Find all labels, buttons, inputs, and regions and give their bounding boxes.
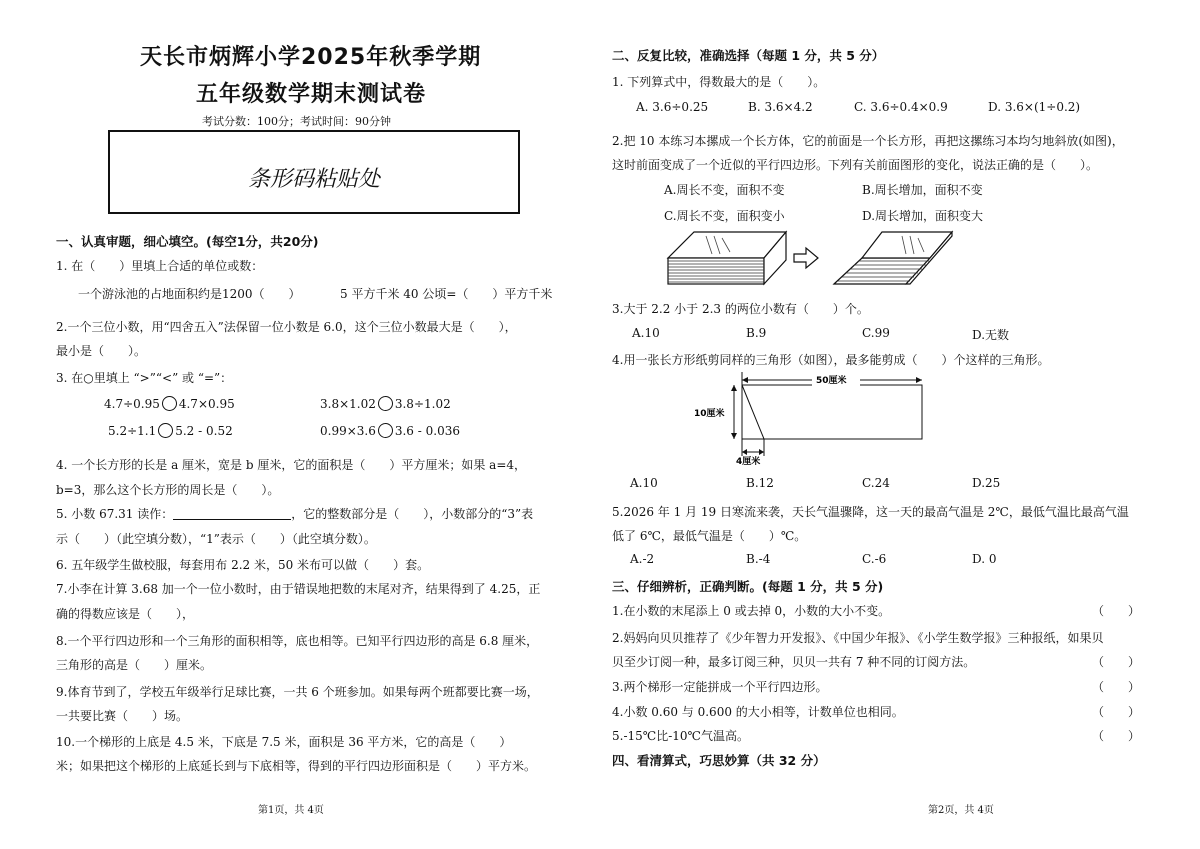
- question-9-line-2: 一共要比赛（ ）场。: [56, 709, 189, 723]
- option-d[interactable]: D. 3.6×(1÷0.2): [988, 100, 1081, 114]
- question-5-line-2: 示（ ）（此空填分数），“1”表示（ ）（此空填分数）。: [56, 532, 376, 546]
- option-a[interactable]: A. 3.6÷0.25: [636, 100, 709, 114]
- question-7-line-2: 确的得数应该是（ ），: [56, 607, 195, 621]
- question-4-line-2: b=3，那么这个长方形的周长是（ ）。: [56, 483, 280, 497]
- question-10-line-1: 10.一个梯形的上底是 4.5 米，下底是 7.5 米，面积是 36 平方米，它的高是（ ）: [56, 735, 512, 749]
- right-arrow-icon: [794, 248, 818, 268]
- option-b[interactable]: B.周长增加，面积不变: [862, 183, 983, 197]
- question-8-line-2: 三角形的高是（ ）厘米。: [56, 658, 213, 672]
- exam-title-subject: 五年级数学期末测试卷: [196, 82, 427, 107]
- choice-question-5-line-1: 5.2026 年 1 月 19 日寒流来袭，天长气温骤降，这一天的最高气温是 2℃，最低气温比最高气温: [612, 505, 1129, 519]
- exam-title-school: 天长市炳辉小学2025年秋季学期: [140, 45, 482, 70]
- exam-info: 考试分数：100分；考试时间：90分钟: [202, 115, 391, 128]
- compare-left-expr: 5.2÷1.1: [108, 424, 157, 438]
- choice-question-4: 4.用一张长方形纸剪同样的三角形（如图），最多能剪成（ ）个这样的三角形。: [612, 353, 1050, 367]
- barcode-label: 条形码粘贴处: [247, 167, 380, 192]
- judge-question-3: 3.两个梯形一定能拼成一个平行四边形。: [612, 680, 828, 694]
- width-label: 10厘米: [694, 409, 725, 419]
- section-1-heading: 一、认真审题，细心填空。(每空1分，共20分): [56, 234, 319, 249]
- judge-question-5: 5.-15℃比-10℃气温高。: [612, 729, 749, 743]
- question-2-line-2: 最小是（ ）。: [56, 344, 147, 358]
- compare-item-1: [104, 396, 235, 411]
- option-d[interactable]: D.25: [972, 476, 1001, 490]
- question-5-suffix: ，它的整数部分是（ ），小数部分的“3”表: [291, 507, 534, 521]
- choice-question-3: 3.大于 2.2 小于 2.3 的两位小数有（ ）个。: [612, 302, 869, 316]
- question-3: 3. 在○里填上 “>”“<” 或 “=”：: [56, 371, 233, 385]
- question-7-line-1: 7.小李在计算 3.68 加一个一位小数时，由于错误地把数的末尾对齐，结果得到了 4.25，正: [56, 582, 541, 596]
- compare-item-3: [108, 423, 233, 438]
- base-label: 4厘米: [736, 457, 761, 466]
- question-9-line-1: 9.体育节到了，学校五年级举行足球比赛，一共 6 个班参加。如果每两个班都要比赛一场，: [56, 685, 539, 699]
- option-b[interactable]: B. 3.6×4.2: [748, 100, 813, 114]
- option-c[interactable]: C.-6: [862, 552, 887, 566]
- compare-left-expr: 0.99×3.6: [320, 424, 376, 438]
- question-5-prefix: 5. 小数 67.31 读作：: [56, 507, 174, 521]
- question-1-part-a: 一个游泳池的占地面积约是1200（ ）: [78, 287, 301, 301]
- question-4-line-1: 4. 一个长方形的长是 a 厘米，宽是 b 厘米，它的面积是（ ）平方厘米；如果 a=4，: [56, 458, 527, 472]
- compare-left-expr: 4.7÷0.95: [104, 397, 160, 411]
- option-d[interactable]: D. 0: [972, 552, 997, 566]
- option-a[interactable]: A.10: [632, 326, 660, 340]
- compare-right-expr: 4.7×0.95: [178, 397, 235, 411]
- compare-circle[interactable]: [158, 423, 173, 438]
- option-d[interactable]: D.周长增加，面积变大: [862, 209, 984, 223]
- question-6: 6. 五年级学生做校服，每套用布 2.2 米，50 米布可以做（ ）套。: [56, 558, 430, 572]
- option-a[interactable]: A.周长不变，面积不变: [664, 183, 785, 197]
- length-label: 50厘米: [816, 376, 847, 386]
- option-b[interactable]: B.-4: [746, 552, 771, 566]
- option-b[interactable]: B.9: [746, 326, 767, 340]
- compare-circle[interactable]: [378, 396, 393, 411]
- judge-question-2-line-1: 2.妈妈向贝贝推荐了《少年智力开发报》、《中国少年报》、《小学生数学报》三种报纸，如果贝: [612, 631, 1104, 645]
- question-10-line-2: 米；如果把这个梯形的上底延长到与下底相等，得到的平行四边形面积是（ ）平方米。: [56, 759, 537, 773]
- notebook-stack-slanted: [834, 232, 952, 284]
- choice-question-2-line-1: 2.把 10 本练习本摞成一个长方体，它的前面是一个长方形，再把这摞练习本均匀地斜放(如图)，: [612, 134, 1124, 148]
- option-b[interactable]: B.12: [746, 476, 774, 490]
- question-8-line-1: 8.一个平行四边形和一个三角形的面积相等，底也相等。已知平行四边形的高是 6.8 厘米，: [56, 634, 539, 648]
- compare-right-expr: 3.6 - 0.036: [394, 424, 460, 438]
- answer-blank-line[interactable]: [173, 507, 291, 520]
- section-2-heading: 二、反复比较，准确选择（每题 1 分，共 5 分）: [612, 48, 885, 63]
- question-1: 1. 在（ ）里填上合适的单位或数：: [56, 259, 264, 273]
- stacked-notebooks-figure: [666, 226, 956, 292]
- option-c[interactable]: C.99: [862, 326, 890, 340]
- choice-question-2-line-2: 这时前面变成了一个近似的平行四边形。下列有关前面图形的变化，说法正确的是（ ）。: [612, 158, 1099, 172]
- choice-question-1: 1. 下列算式中，得数最大的是（ ）。: [612, 75, 826, 89]
- judge-question-1: 1.在小数的末尾添上 0 或去掉 0，小数的大小不变。: [612, 604, 891, 618]
- compare-item-2: [320, 396, 451, 411]
- compare-circle[interactable]: [162, 396, 177, 411]
- judge-answer-box[interactable]: （ ）: [1092, 729, 1141, 743]
- question-2-line-1: 2.一个三位小数，用“四舍五入”法保留一位小数是 6.0，这个三位小数最大是（ ），: [56, 320, 517, 334]
- judge-answer-box[interactable]: （ ）: [1092, 680, 1141, 694]
- barcode-area: [108, 130, 520, 214]
- judge-answer-box[interactable]: （ ）: [1092, 604, 1141, 618]
- compare-right-expr: 3.8÷1.02: [394, 397, 451, 411]
- section-3-heading: 三、仔细辨析，正确判断。(每题 1 分，共 5 分): [612, 579, 884, 594]
- option-d[interactable]: D.无数: [972, 328, 1010, 342]
- option-a[interactable]: A.10: [630, 476, 658, 490]
- option-a[interactable]: A.-2: [630, 552, 655, 566]
- option-c[interactable]: C.24: [862, 476, 890, 490]
- judge-question-2-line-2: 贝至少订阅一种，最多订阅三种，贝贝一共有 7 种不同的订阅方法。: [612, 655, 976, 669]
- rectangle-paper-figure: [690, 368, 930, 466]
- judge-answer-box[interactable]: （ ）: [1092, 705, 1141, 719]
- page-footer: 第1页，共 4页: [258, 805, 324, 816]
- question-1-part-b: 5 平方千米 40 公顷=（ ）平方千米: [340, 287, 553, 301]
- compare-item-4: [320, 423, 460, 438]
- judge-answer-box[interactable]: （ ）: [1092, 655, 1141, 669]
- choice-question-5-line-2: 低了 6℃，最低气温是（ ）℃。: [612, 529, 807, 543]
- option-c[interactable]: C.周长不变，面积变小: [664, 209, 785, 223]
- section-4-heading: 四、看清算式，巧思妙算（共 32 分）: [612, 753, 826, 768]
- question-5-line-1: [56, 505, 533, 522]
- page-footer: 第2页，共 4页: [928, 805, 994, 816]
- compare-left-expr: 3.8×1.02: [320, 397, 376, 411]
- compare-right-expr: 5.2 - 0.52: [175, 424, 233, 438]
- option-c[interactable]: C. 3.6÷0.4×0.9: [854, 100, 948, 114]
- compare-circle[interactable]: [378, 423, 393, 438]
- judge-question-4: 4.小数 0.60 与 0.600 的大小相等，计数单位也相同。: [612, 705, 904, 719]
- right-page: [600, 0, 1200, 849]
- notebook-stack-straight: [668, 232, 786, 284]
